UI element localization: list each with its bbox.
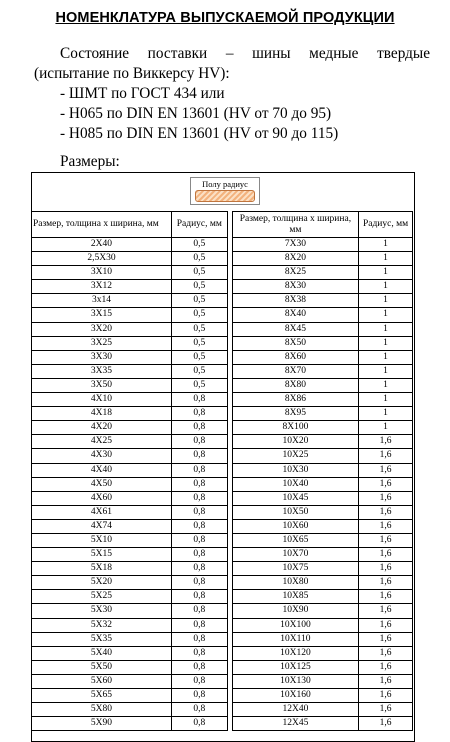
table-row <box>32 435 413 449</box>
radius-left-cell: 0,5 <box>171 266 227 280</box>
table-row <box>32 674 413 688</box>
table-row <box>32 717 413 731</box>
intro-line-1: Состояние поставки – шины медные твердые <box>60 45 430 62</box>
table-row <box>32 477 413 491</box>
table-row <box>32 519 413 533</box>
radius-left-cell: 0,8 <box>171 660 227 674</box>
size-left-cell: 5X30 <box>32 604 172 618</box>
busbar-profile-icon <box>195 190 255 202</box>
size-left-cell: 3X50 <box>32 378 172 392</box>
radius-right-cell: 1,6 <box>359 717 413 731</box>
radius-left-cell: 0,8 <box>171 449 227 463</box>
size-right-cell: 8X95 <box>232 407 358 421</box>
table-row <box>32 252 413 266</box>
table-row <box>32 689 413 703</box>
size-right-cell: 8X40 <box>232 308 358 322</box>
radius-right-cell: 1,6 <box>359 463 413 477</box>
radius-left-cell: 0,8 <box>171 533 227 547</box>
radius-right-cell: 1 <box>359 407 413 421</box>
table-row <box>32 294 413 308</box>
size-left-cell: 2X40 <box>32 238 172 252</box>
sizes-table <box>31 211 413 731</box>
radius-right-cell: 1 <box>359 280 413 294</box>
intro-bullet: - H085 по DIN EN 13601 (HV от 90 до 115) <box>60 125 339 142</box>
table-row <box>32 449 413 463</box>
size-right-cell: 10X80 <box>232 576 358 590</box>
table-row <box>32 336 413 350</box>
radius-left-cell: 0,8 <box>171 604 227 618</box>
table-row <box>32 421 413 435</box>
size-right-cell: 10X65 <box>232 533 358 547</box>
radius-right-cell: 1,6 <box>359 604 413 618</box>
radius-right-cell: 1,6 <box>359 435 413 449</box>
size-left-cell: 4X74 <box>32 519 172 533</box>
size-left-cell: 5X25 <box>32 590 172 604</box>
table-row <box>32 646 413 660</box>
size-right-cell: 10X45 <box>232 491 358 505</box>
size-left-cell: 4X10 <box>32 393 172 407</box>
table-row <box>32 238 413 252</box>
table-row <box>32 562 413 576</box>
radius-left-cell: 0,8 <box>171 519 227 533</box>
radius-right-cell: 1 <box>359 252 413 266</box>
size-left-cell: 5X15 <box>32 548 172 562</box>
size-left-cell: 3X25 <box>32 336 172 350</box>
radius-left-cell: 0,5 <box>171 294 227 308</box>
size-left-cell: 4X20 <box>32 421 172 435</box>
table-row <box>32 407 413 421</box>
table-row <box>32 463 413 477</box>
size-left-cell: 3X30 <box>32 350 172 364</box>
size-right-cell: 10X50 <box>232 505 358 519</box>
radius-right-cell: 1 <box>359 350 413 364</box>
size-left-cell: 4X18 <box>32 407 172 421</box>
table-row <box>32 590 413 604</box>
size-right-cell: 10X75 <box>232 562 358 576</box>
size-left-cell: 5X20 <box>32 576 172 590</box>
size-right-cell: 10X85 <box>232 590 358 604</box>
radius-right-cell: 1 <box>359 364 413 378</box>
table-row <box>32 280 413 294</box>
size-left-cell: 3X15 <box>32 308 172 322</box>
radius-right-cell: 1,6 <box>359 491 413 505</box>
table-row <box>32 703 413 717</box>
radius-right-cell: 1,6 <box>359 576 413 590</box>
radius-right-cell: 1,6 <box>359 449 413 463</box>
size-right-cell: 10X120 <box>232 646 358 660</box>
table-header-row <box>32 212 413 238</box>
size-right-cell: 10X60 <box>232 519 358 533</box>
radius-left-cell: 0,8 <box>171 463 227 477</box>
size-right-cell: 8X100 <box>232 421 358 435</box>
size-right-cell: 12X45 <box>232 717 358 731</box>
table-row <box>32 618 413 632</box>
size-right-cell: 12X40 <box>232 703 358 717</box>
size-left-cell: 5X10 <box>32 533 172 547</box>
size-right-cell: 8X70 <box>232 364 358 378</box>
radius-left-cell: 0,5 <box>171 322 227 336</box>
size-left-cell: 4X25 <box>32 435 172 449</box>
table-row <box>32 660 413 674</box>
header-radius-left: Радиус, мм <box>171 212 227 238</box>
table-row <box>32 308 413 322</box>
radius-right-cell: 1 <box>359 393 413 407</box>
radius-left-cell: 0,8 <box>171 590 227 604</box>
radius-right-cell: 1 <box>359 378 413 392</box>
intro-paragraph <box>34 44 430 144</box>
intro-bullet: - H065 по DIN EN 13601 (HV от 70 до 95) <box>60 105 332 122</box>
sizes-label: Размеры: <box>60 153 120 170</box>
radius-left-cell: 0,8 <box>171 548 227 562</box>
size-left-cell: 5X50 <box>32 660 172 674</box>
radius-right-cell: 1,6 <box>359 477 413 491</box>
radius-right-cell: 1,6 <box>359 660 413 674</box>
size-right-cell: 10X20 <box>232 435 358 449</box>
radius-left-cell: 0,5 <box>171 238 227 252</box>
size-right-cell: 8X86 <box>232 393 358 407</box>
size-left-cell: 5X32 <box>32 618 172 632</box>
radius-right-cell: 1 <box>359 322 413 336</box>
table-row <box>32 632 413 646</box>
table-row <box>32 364 413 378</box>
radius-right-cell: 1,6 <box>359 519 413 533</box>
size-left-cell: 4X61 <box>32 505 172 519</box>
size-right-cell: 10X160 <box>232 689 358 703</box>
size-left-cell: 3X20 <box>32 322 172 336</box>
radius-right-cell: 1,6 <box>359 703 413 717</box>
radius-right-cell: 1,6 <box>359 548 413 562</box>
size-right-cell: 10X130 <box>232 674 358 688</box>
table-row <box>32 505 413 519</box>
radius-right-cell: 1 <box>359 308 413 322</box>
size-right-cell: 10X90 <box>232 604 358 618</box>
size-right-cell: 8X20 <box>232 252 358 266</box>
header-size-right: Размер, толщина х ширина, мм <box>232 212 358 238</box>
size-left-cell: 5X65 <box>32 689 172 703</box>
size-right-cell: 10X125 <box>232 660 358 674</box>
radius-left-cell: 0,8 <box>171 393 227 407</box>
table-row <box>32 533 413 547</box>
radius-left-cell: 0,8 <box>171 491 227 505</box>
radius-right-cell: 1,6 <box>359 674 413 688</box>
size-left-cell: 5X90 <box>32 717 172 731</box>
size-right-cell: 8X50 <box>232 336 358 350</box>
radius-right-cell: 1,6 <box>359 505 413 519</box>
radius-left-cell: 0,5 <box>171 364 227 378</box>
size-left-cell: 4X40 <box>32 463 172 477</box>
size-right-cell: 10X40 <box>232 477 358 491</box>
table-row <box>32 350 413 364</box>
size-left-cell: 5X60 <box>32 674 172 688</box>
radius-left-cell: 0,8 <box>171 505 227 519</box>
radius-left-cell: 0,8 <box>171 618 227 632</box>
size-left-cell: 5X40 <box>32 646 172 660</box>
radius-left-cell: 0,8 <box>171 674 227 688</box>
size-left-cell: 5X35 <box>32 632 172 646</box>
table-row <box>32 491 413 505</box>
size-left-cell: 3X35 <box>32 364 172 378</box>
radius-left-cell: 0,8 <box>171 646 227 660</box>
size-left-cell: 5X18 <box>32 562 172 576</box>
document-title: НОМЕНКЛАТУРА ВЫПУСКАЕМОЙ ПРОДУКЦИИ <box>55 10 395 26</box>
radius-left-cell: 0,5 <box>171 308 227 322</box>
radius-left-cell: 0,8 <box>171 562 227 576</box>
size-right-cell: 8X45 <box>232 322 358 336</box>
size-left-cell: 4X50 <box>32 477 172 491</box>
radius-right-cell: 1,6 <box>359 646 413 660</box>
size-left-cell: 3X10 <box>32 266 172 280</box>
radius-left-cell: 0,8 <box>171 632 227 646</box>
size-right-cell: 7X30 <box>232 238 358 252</box>
sizes-table-frame <box>31 172 415 742</box>
radius-left-cell: 0,8 <box>171 407 227 421</box>
size-left-cell: 4X30 <box>32 449 172 463</box>
size-right-cell: 10X30 <box>232 463 358 477</box>
table-row <box>32 576 413 590</box>
table-row <box>32 322 413 336</box>
radius-right-cell: 1 <box>359 336 413 350</box>
size-right-cell: 10X100 <box>232 618 358 632</box>
radius-right-cell: 1,6 <box>359 590 413 604</box>
radius-right-cell: 1 <box>359 266 413 280</box>
size-right-cell: 8X80 <box>232 378 358 392</box>
radius-left-cell: 0,8 <box>171 435 227 449</box>
size-right-cell: 8X30 <box>232 280 358 294</box>
radius-left-cell: 0,8 <box>171 689 227 703</box>
size-left-cell: 3X12 <box>32 280 172 294</box>
profile-illustration <box>190 177 260 205</box>
radius-right-cell: 1 <box>359 294 413 308</box>
size-right-cell: 8X38 <box>232 294 358 308</box>
table-row <box>32 393 413 407</box>
radius-left-cell: 0,8 <box>171 717 227 731</box>
radius-left-cell: 0,8 <box>171 576 227 590</box>
size-right-cell: 10X70 <box>232 548 358 562</box>
radius-right-cell: 1 <box>359 238 413 252</box>
radius-left-cell: 0,5 <box>171 350 227 364</box>
radius-right-cell: 1,6 <box>359 689 413 703</box>
radius-left-cell: 0,8 <box>171 703 227 717</box>
table-row <box>32 604 413 618</box>
size-right-cell: 8X25 <box>232 266 358 280</box>
intro-line-2: (испытание по Виккерсу HV): <box>34 65 230 82</box>
intro-bullet: - ШМТ по ГОСТ 434 или <box>60 85 225 102</box>
table-body <box>32 238 413 731</box>
radius-right-cell: 1,6 <box>359 632 413 646</box>
size-right-cell: 8X60 <box>232 350 358 364</box>
profile-label: Полу радиус <box>202 179 248 189</box>
size-left-cell: 3x14 <box>32 294 172 308</box>
size-left-cell: 4X60 <box>32 491 172 505</box>
radius-left-cell: 0,5 <box>171 252 227 266</box>
radius-right-cell: 1,6 <box>359 562 413 576</box>
size-left-cell: 5X80 <box>32 703 172 717</box>
radius-left-cell: 0,8 <box>171 421 227 435</box>
size-right-cell: 10X110 <box>232 632 358 646</box>
table-row <box>32 378 413 392</box>
header-radius-right: Радиус, мм <box>359 212 413 238</box>
size-left-cell: 2,5X30 <box>32 252 172 266</box>
table-row <box>32 548 413 562</box>
header-size-left: Размер, толщина х ширина, мм <box>32 212 172 238</box>
radius-right-cell: 1,6 <box>359 618 413 632</box>
size-right-cell: 10X25 <box>232 449 358 463</box>
radius-left-cell: 0,5 <box>171 336 227 350</box>
radius-left-cell: 0,5 <box>171 378 227 392</box>
radius-right-cell: 1 <box>359 421 413 435</box>
radius-left-cell: 0,8 <box>171 477 227 491</box>
radius-left-cell: 0,5 <box>171 280 227 294</box>
radius-right-cell: 1,6 <box>359 533 413 547</box>
table-row <box>32 266 413 280</box>
